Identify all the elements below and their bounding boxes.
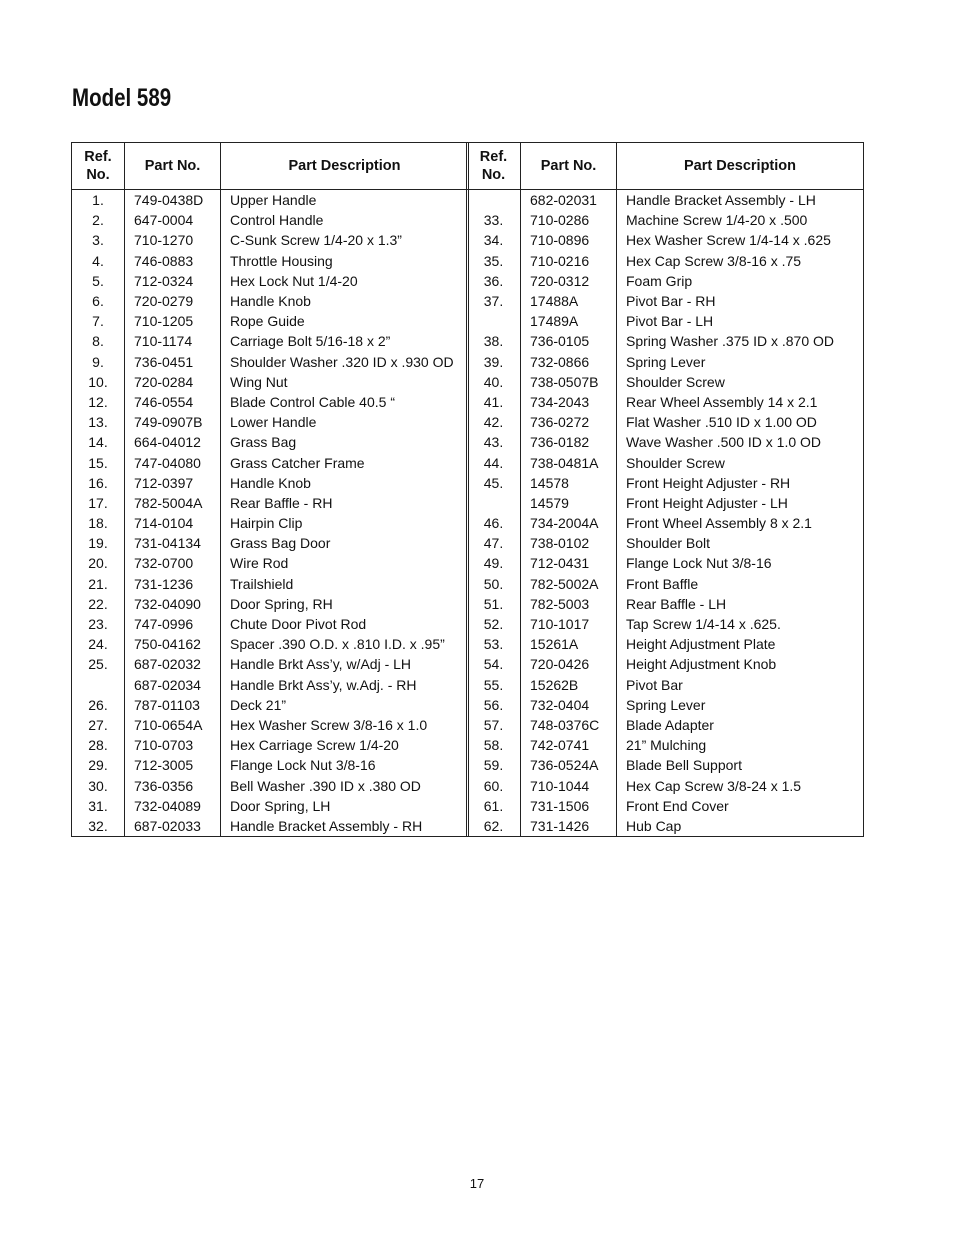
part-description-cell: Deck 21” [221, 695, 469, 715]
part-no-cell: 747-0996 [125, 614, 221, 634]
part-no-cell: 710-0216 [521, 251, 617, 271]
table-row [467, 715, 864, 735]
ref-no-cell: 34. [467, 230, 521, 250]
part-description-cell: Hex Washer Screw 3/8-16 x 1.0 [221, 715, 469, 735]
part-description-cell: Rear Baffle - RH [221, 493, 469, 513]
ref-no-cell: 21. [72, 574, 125, 594]
part-no-cell: 14579 [521, 493, 617, 513]
table-row [72, 271, 469, 291]
ref-no-cell: 46. [467, 513, 521, 533]
ref-header-line1: Ref. [479, 149, 508, 165]
ref-no-header [72, 143, 125, 190]
part-no-cell: 731-04134 [125, 533, 221, 553]
table-row [467, 271, 864, 291]
part-no-cell: 712-0397 [125, 473, 221, 493]
part-description-cell: Handle Bracket Assembly - RH [221, 816, 469, 837]
ref-no-cell: 52. [467, 614, 521, 634]
part-no-cell: 738-0481A [521, 452, 617, 472]
table-row [72, 553, 469, 573]
ref-no-cell: 5. [72, 271, 125, 291]
table-row [72, 755, 469, 775]
ref-no-cell: 23. [72, 614, 125, 634]
part-no-cell: 710-0654A [125, 715, 221, 735]
part-no-cell: 732-0404 [521, 695, 617, 715]
part-no-cell: 712-0431 [521, 553, 617, 573]
part-no-cell: 746-0554 [125, 392, 221, 412]
part-no-cell: 736-0356 [125, 775, 221, 795]
part-no-cell: 17489A [521, 311, 617, 331]
part-description-cell: Handle Brkt Ass’y, w/Adj - LH [221, 654, 469, 674]
table-row [467, 654, 864, 674]
part-description-cell: Pivot Bar [617, 675, 864, 695]
table-row [72, 695, 469, 715]
part-no-cell: 710-1270 [125, 230, 221, 250]
ref-no-cell: 55. [467, 675, 521, 695]
part-no-cell: 742-0741 [521, 735, 617, 755]
ref-no-cell: 42. [467, 412, 521, 432]
part-description-cell: Carriage Bolt 5/16-18 x 2” [221, 331, 469, 351]
ref-no-cell: 61. [467, 796, 521, 816]
table-row [72, 352, 469, 372]
part-description-cell: Blade Bell Support [617, 755, 864, 775]
part-no-cell: 720-0279 [125, 291, 221, 311]
part-description-cell: Handle Brkt Ass’y, w.Adj. - RH [221, 675, 469, 695]
table-row [467, 190, 864, 211]
part-no-cell: 749-0907B [125, 412, 221, 432]
table-row [467, 311, 864, 331]
table-row [467, 695, 864, 715]
ref-no-cell [467, 493, 521, 513]
table-row [467, 331, 864, 351]
table-row [467, 210, 864, 230]
part-description-cell: Handle Knob [221, 473, 469, 493]
ref-no-cell: 39. [467, 352, 521, 372]
table-header-row [72, 143, 469, 190]
table-row [72, 372, 469, 392]
parts-table-right-body [467, 190, 864, 837]
part-description-cell: Blade Adapter [617, 715, 864, 735]
table-row [72, 513, 469, 533]
part-no-cell: 782-5003 [521, 594, 617, 614]
table-row [467, 392, 864, 412]
part-no-cell: 15262B [521, 675, 617, 695]
part-no-cell: 732-0866 [521, 352, 617, 372]
part-no-cell: 720-0312 [521, 271, 617, 291]
ref-no-cell: 32. [72, 816, 125, 837]
ref-no-cell: 8. [72, 331, 125, 351]
ref-no-cell [72, 675, 125, 695]
ref-no-cell: 12. [72, 392, 125, 412]
ref-no-cell: 13. [72, 412, 125, 432]
part-description-cell: Machine Screw 1/4-20 x .500 [617, 210, 864, 230]
ref-header-line2: No. [481, 167, 506, 183]
ref-no-cell: 20. [72, 553, 125, 573]
part-no-cell: 787-01103 [125, 695, 221, 715]
ref-no-cell: 2. [72, 210, 125, 230]
ref-no-cell: 38. [467, 331, 521, 351]
table-row [467, 755, 864, 775]
part-no-cell: 731-1426 [521, 816, 617, 837]
part-description-cell: Shoulder Screw [617, 452, 864, 472]
part-no-cell: 17488A [521, 291, 617, 311]
part-no-cell: 14578 [521, 473, 617, 493]
table-row [467, 634, 864, 654]
part-description-cell: Pivot Bar - RH [617, 291, 864, 311]
ref-no-cell: 40. [467, 372, 521, 392]
part-description-cell: Height Adjustment Plate [617, 634, 864, 654]
table-row [72, 311, 469, 331]
ref-no-cell: 28. [72, 735, 125, 755]
ref-no-cell: 36. [467, 271, 521, 291]
part-description-cell: Rear Wheel Assembly 14 x 2.1 [617, 392, 864, 412]
ref-no-cell: 22. [72, 594, 125, 614]
table-row [467, 594, 864, 614]
ref-no-cell: 19. [72, 533, 125, 553]
part-description-cell: Hex Washer Screw 1/4-14 x .625 [617, 230, 864, 250]
part-no-cell: 738-0102 [521, 533, 617, 553]
part-no-cell: 734-2004A [521, 513, 617, 533]
ref-no-cell: 14. [72, 432, 125, 452]
ref-no-cell: 27. [72, 715, 125, 735]
part-description-cell: Throttle Housing [221, 251, 469, 271]
part-no-cell: 687-02034 [125, 675, 221, 695]
part-no-cell: 682-02031 [521, 190, 617, 211]
part-description-cell: Wave Washer .500 ID x 1.0 OD [617, 432, 864, 452]
ref-no-cell: 47. [467, 533, 521, 553]
ref-no-cell: 10. [72, 372, 125, 392]
ref-no-cell: 9. [72, 352, 125, 372]
part-no-cell: 720-0426 [521, 654, 617, 674]
table-row [72, 331, 469, 351]
table-row [72, 432, 469, 452]
ref-no-cell: 16. [72, 473, 125, 493]
table-row [72, 452, 469, 472]
ref-no-cell: 30. [72, 775, 125, 795]
part-no-cell: 731-1236 [125, 574, 221, 594]
part-no-cell: 732-0700 [125, 553, 221, 573]
table-row [467, 675, 864, 695]
ref-no-cell: 62. [467, 816, 521, 837]
part-description-cell: Pivot Bar - LH [617, 311, 864, 331]
part-description-cell: Shoulder Washer .320 ID x .930 OD [221, 352, 469, 372]
part-description-cell: Front Height Adjuster - LH [617, 493, 864, 513]
ref-no-cell: 3. [72, 230, 125, 250]
table-row [72, 392, 469, 412]
part-description-cell: Hex Carriage Screw 1/4-20 [221, 735, 469, 755]
part-description-cell: C-Sunk Screw 1/4-20 x 1.3” [221, 230, 469, 250]
part-description-cell: Control Handle [221, 210, 469, 230]
part-no-cell: 736-0451 [125, 352, 221, 372]
ref-no-cell: 6. [72, 291, 125, 311]
ref-no-cell: 1. [72, 190, 125, 211]
table-row [467, 412, 864, 432]
part-description-cell: Shoulder Bolt [617, 533, 864, 553]
table-row [72, 210, 469, 230]
table-row [72, 190, 469, 211]
ref-no-cell: 57. [467, 715, 521, 735]
part-description-cell: Foam Grip [617, 271, 864, 291]
ref-no-cell: 50. [467, 574, 521, 594]
table-row [72, 291, 469, 311]
table-row [467, 432, 864, 452]
ref-no-cell: 41. [467, 392, 521, 412]
part-no-header: Part No. [521, 143, 617, 190]
table-row [467, 775, 864, 795]
table-row [467, 816, 864, 837]
ref-no-cell: 43. [467, 432, 521, 452]
part-description-cell: Spacer .390 O.D. x .810 I.D. x .95” [221, 634, 469, 654]
part-no-cell: 738-0507B [521, 372, 617, 392]
part-no-cell: 714-0104 [125, 513, 221, 533]
parts-table-left [71, 142, 469, 837]
part-description-cell: Front Wheel Assembly 8 x 2.1 [617, 513, 864, 533]
part-no-cell: 710-1174 [125, 331, 221, 351]
ref-no-cell: 45. [467, 473, 521, 493]
ref-no-cell: 58. [467, 735, 521, 755]
part-no-cell: 782-5002A [521, 574, 617, 594]
part-description-cell: Door Spring, LH [221, 796, 469, 816]
part-description-cell: Bell Washer .390 ID x .380 OD [221, 775, 469, 795]
ref-no-cell: 37. [467, 291, 521, 311]
table-row [467, 473, 864, 493]
part-description-cell: Shoulder Screw [617, 372, 864, 392]
ref-no-cell: 49. [467, 553, 521, 573]
table-row [467, 614, 864, 634]
ref-no-cell: 54. [467, 654, 521, 674]
part-description-cell: Hairpin Clip [221, 513, 469, 533]
part-no-cell: 647-0004 [125, 210, 221, 230]
part-description-cell: Hex Cap Screw 3/8-16 x .75 [617, 251, 864, 271]
table-row [467, 796, 864, 816]
part-description-cell: Blade Control Cable 40.5 “ [221, 392, 469, 412]
ref-no-cell: 56. [467, 695, 521, 715]
table-row [72, 230, 469, 250]
ref-no-cell: 44. [467, 452, 521, 472]
table-row [72, 594, 469, 614]
part-description-cell: Door Spring, RH [221, 594, 469, 614]
table-row [72, 816, 469, 837]
table-row [72, 796, 469, 816]
part-no-cell: 15261A [521, 634, 617, 654]
part-no-cell: 710-1017 [521, 614, 617, 634]
table-row [467, 452, 864, 472]
part-description-cell: Spring Lever [617, 695, 864, 715]
part-no-cell: 746-0883 [125, 251, 221, 271]
ref-no-cell: 51. [467, 594, 521, 614]
ref-no-cell: 15. [72, 452, 125, 472]
table-header-row [467, 143, 864, 190]
part-no-cell: 712-3005 [125, 755, 221, 775]
ref-no-cell: 26. [72, 695, 125, 715]
table-row [467, 513, 864, 533]
table-row [72, 533, 469, 553]
part-description-cell: Trailshield [221, 574, 469, 594]
table-row [72, 493, 469, 513]
part-description-cell: Hub Cap [617, 816, 864, 837]
part-no-cell: 664-04012 [125, 432, 221, 452]
part-no-cell: 747-04080 [125, 452, 221, 472]
part-description-cell: Height Adjustment Knob [617, 654, 864, 674]
ref-no-cell: 24. [72, 634, 125, 654]
ref-no-header [467, 143, 521, 190]
table-row [467, 574, 864, 594]
table-row [467, 352, 864, 372]
part-description-cell: Spring Lever [617, 352, 864, 372]
part-description-cell: Flat Washer .510 ID x 1.00 OD [617, 412, 864, 432]
part-description-cell: Wing Nut [221, 372, 469, 392]
table-row [467, 735, 864, 755]
ref-no-cell: 33. [467, 210, 521, 230]
table-row [467, 230, 864, 250]
part-no-cell: 736-0272 [521, 412, 617, 432]
table-row [72, 775, 469, 795]
ref-no-cell: 18. [72, 513, 125, 533]
part-no-cell: 710-1205 [125, 311, 221, 331]
part-description-cell: Upper Handle [221, 190, 469, 211]
ref-no-cell: 59. [467, 755, 521, 775]
part-no-cell: 782-5004A [125, 493, 221, 513]
part-description-cell: Handle Bracket Assembly - LH [617, 190, 864, 211]
ref-no-cell: 53. [467, 634, 521, 654]
part-no-cell: 712-0324 [125, 271, 221, 291]
part-no-cell: 750-04162 [125, 634, 221, 654]
part-no-cell: 749-0438D [125, 190, 221, 211]
part-description-cell: Hex Cap Screw 3/8-24 x 1.5 [617, 775, 864, 795]
part-no-cell: 710-0896 [521, 230, 617, 250]
part-description-cell: Lower Handle [221, 412, 469, 432]
part-description-cell: Spring Washer .375 ID x .870 OD [617, 331, 864, 351]
table-row [72, 654, 469, 674]
parts-table-right [466, 142, 864, 837]
part-description-cell: Front Baffle [617, 574, 864, 594]
part-description-cell: Grass Bag [221, 432, 469, 452]
part-no-cell: 710-0703 [125, 735, 221, 755]
ref-no-cell [467, 190, 521, 211]
part-description-cell: Grass Catcher Frame [221, 452, 469, 472]
table-row [72, 715, 469, 735]
table-row [467, 372, 864, 392]
part-no-cell: 732-04089 [125, 796, 221, 816]
part-description-cell: Front End Cover [617, 796, 864, 816]
part-description-cell: Handle Knob [221, 291, 469, 311]
part-no-header: Part No. [125, 143, 221, 190]
part-no-cell: 720-0284 [125, 372, 221, 392]
ref-no-cell: 25. [72, 654, 125, 674]
part-no-cell: 687-02032 [125, 654, 221, 674]
part-description-cell: Front Height Adjuster - RH [617, 473, 864, 493]
ref-no-cell: 7. [72, 311, 125, 331]
ref-no-cell [467, 311, 521, 331]
part-no-cell: 710-1044 [521, 775, 617, 795]
part-no-cell: 748-0376C [521, 715, 617, 735]
ref-no-cell: 35. [467, 251, 521, 271]
part-no-cell: 736-0182 [521, 432, 617, 452]
ref-no-cell: 60. [467, 775, 521, 795]
table-row [72, 412, 469, 432]
ref-header-line1: Ref. [84, 149, 112, 165]
parts-table-left-body [72, 190, 469, 837]
table-row [72, 634, 469, 654]
ref-no-cell: 31. [72, 796, 125, 816]
table-row [467, 251, 864, 271]
part-no-cell: 687-02033 [125, 816, 221, 837]
part-description-cell: Rear Baffle - LH [617, 594, 864, 614]
part-description-header: Part Description [617, 143, 864, 190]
part-description-cell: Grass Bag Door [221, 533, 469, 553]
ref-no-cell: 4. [72, 251, 125, 271]
part-no-cell: 736-0105 [521, 331, 617, 351]
table-row [72, 735, 469, 755]
table-row [72, 675, 469, 695]
part-description-cell: Tap Screw 1/4-14 x .625. [617, 614, 864, 634]
ref-no-cell: 17. [72, 493, 125, 513]
table-row [467, 553, 864, 573]
table-row [467, 533, 864, 553]
page-number: 17 [469, 1176, 485, 1191]
table-row [72, 614, 469, 634]
part-description-cell: 21” Mulching [617, 735, 864, 755]
part-no-cell: 731-1506 [521, 796, 617, 816]
table-row [467, 493, 864, 513]
part-no-cell: 736-0524A [521, 755, 617, 775]
part-description-cell: Chute Door Pivot Rod [221, 614, 469, 634]
part-description-header: Part Description [221, 143, 469, 190]
part-no-cell: 710-0286 [521, 210, 617, 230]
ref-no-cell: 29. [72, 755, 125, 775]
part-no-cell: 732-04090 [125, 594, 221, 614]
table-row [72, 251, 469, 271]
ref-header-line2: No. [86, 167, 110, 183]
table-row [467, 291, 864, 311]
part-description-cell: Rope Guide [221, 311, 469, 331]
page-title: Model 589 [72, 84, 172, 112]
part-no-cell: 734-2043 [521, 392, 617, 412]
table-row [72, 574, 469, 594]
part-description-cell: Wire Rod [221, 553, 469, 573]
table-row [72, 473, 469, 493]
part-description-cell: Flange Lock Nut 3/8-16 [221, 755, 469, 775]
part-description-cell: Hex Lock Nut 1/4-20 [221, 271, 469, 291]
part-description-cell: Flange Lock Nut 3/8-16 [617, 553, 864, 573]
